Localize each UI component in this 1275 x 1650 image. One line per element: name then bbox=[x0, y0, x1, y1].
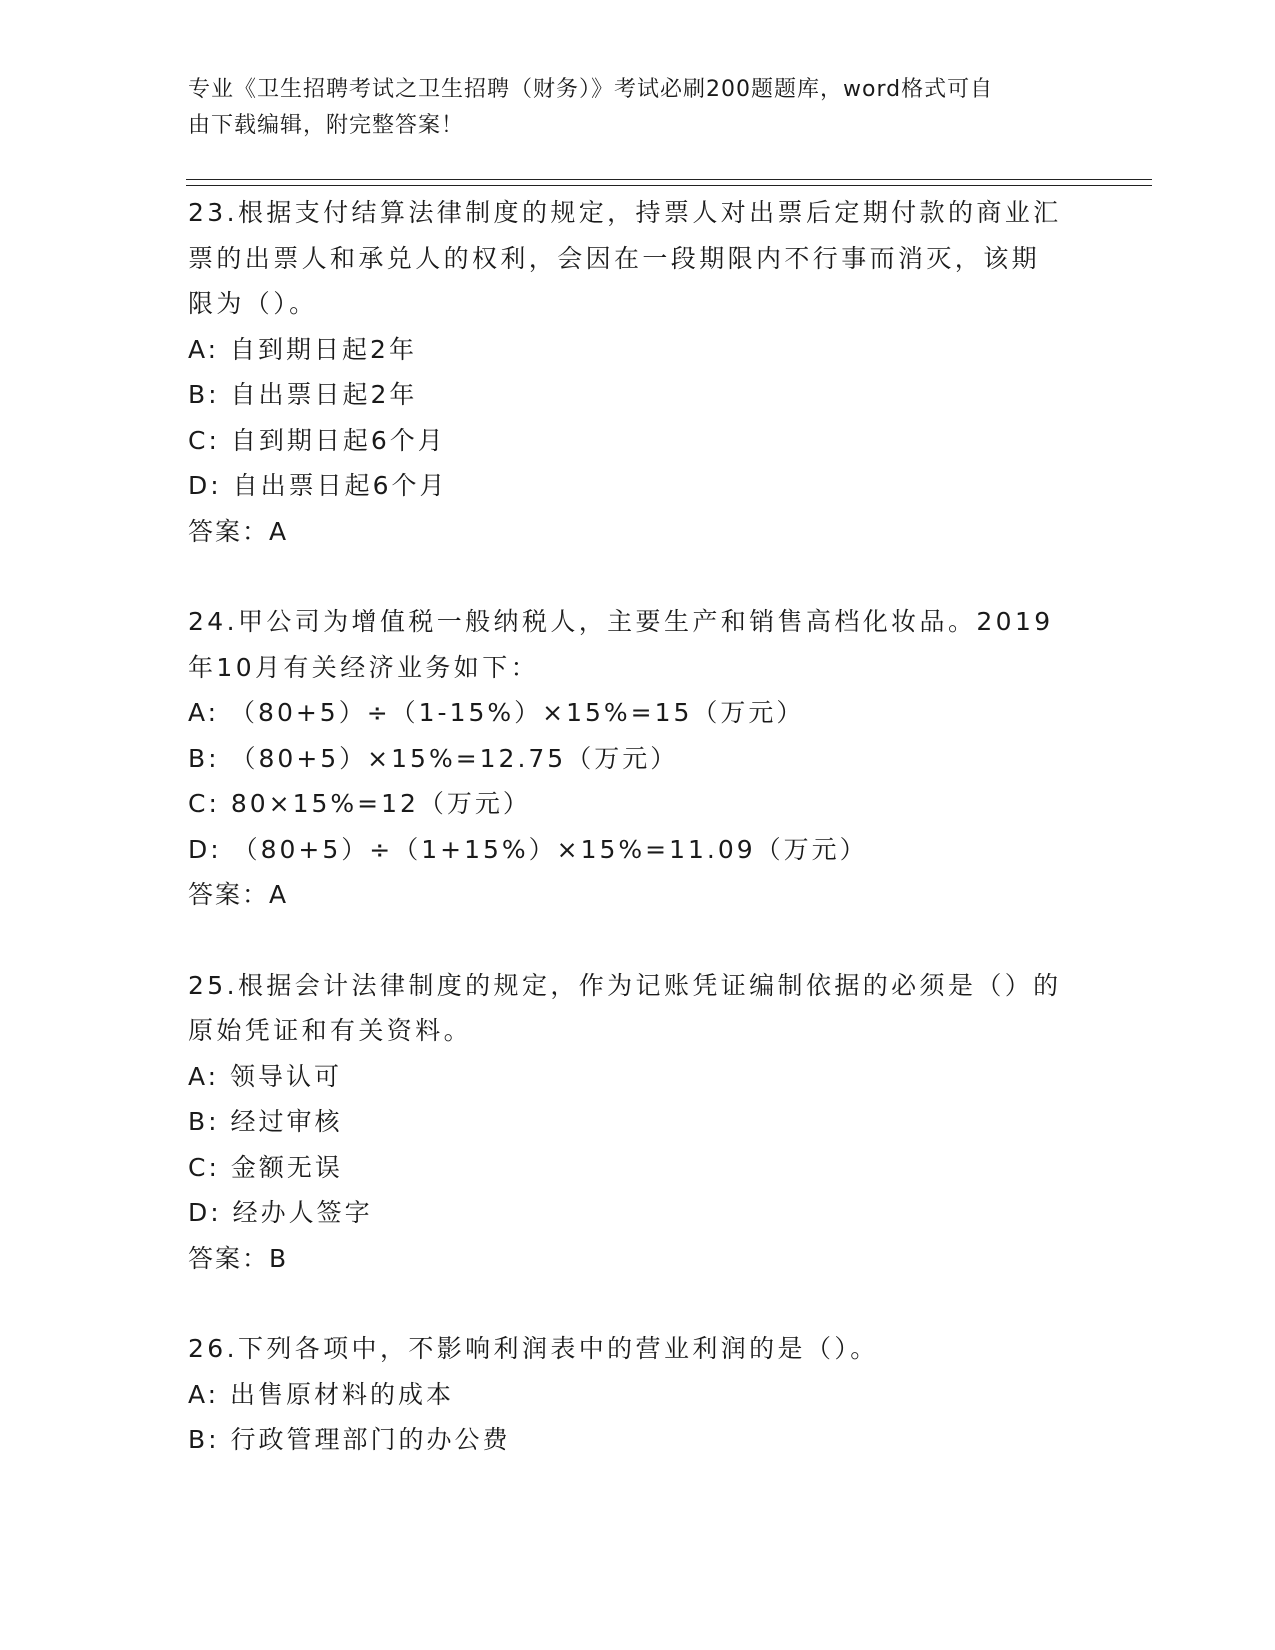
question-text-line: 原始凭证和有关资料。 bbox=[188, 1016, 473, 1045]
option-b: B: （80+5）×15%=12.75（万元） bbox=[188, 743, 679, 773]
question-text-line: 限为（）。 bbox=[188, 289, 318, 318]
question-spacer bbox=[188, 918, 1088, 963]
question-list bbox=[188, 190, 1088, 1463]
option-a: A: （80+5）÷（1-15%）×15%=15（万元） bbox=[188, 698, 805, 727]
question-text-line: 23.根据支付结算法律制度的规定，持票人对出票后定期付款的商业汇 bbox=[188, 198, 1062, 227]
answer-label: 答案： bbox=[188, 880, 270, 909]
question-text-line: 年10月有关经济业务如下： bbox=[188, 652, 540, 682]
option-a: A: 领导认可 bbox=[188, 1061, 343, 1091]
option-c: C: 80×15%=12（万元） bbox=[188, 789, 531, 818]
question-text-line: 26.下列各项中，不影响利润表中的营业利润的是（）。 bbox=[188, 1334, 879, 1363]
answer-line bbox=[188, 509, 1088, 555]
option-d: D: （80+5）÷（1+15%）×15%=11.09（万元） bbox=[188, 834, 868, 864]
answer-line bbox=[188, 1236, 1088, 1282]
header-divider-bottom bbox=[186, 185, 1152, 186]
question-text-line: 票的出票人和承兑人的权利，会因在一段期限内不行事而消灭，该期 bbox=[188, 243, 1041, 273]
answer-label: 答案： bbox=[188, 516, 270, 546]
header-divider-top bbox=[186, 179, 1152, 180]
question-26 bbox=[188, 1326, 1088, 1463]
option-b: B: 自出票日起2年 bbox=[188, 380, 418, 409]
question-23 bbox=[188, 190, 1088, 554]
option-b: B: 行政管理部门的办公费 bbox=[188, 1425, 511, 1454]
option-a: A: 自到期日起2年 bbox=[188, 334, 417, 364]
document-header bbox=[188, 72, 1068, 144]
question-text-line: 24.甲公司为增值税一般纳税人，主要生产和销售高档化妆品。2019 bbox=[188, 607, 1054, 636]
option-d: D: 经办人签字 bbox=[188, 1198, 373, 1227]
answer-label: 答案： bbox=[188, 1243, 270, 1273]
answer-value: A bbox=[269, 516, 288, 546]
answer-line bbox=[188, 872, 1088, 918]
option-c: C: 金额无误 bbox=[188, 1152, 343, 1182]
option-d: D: 自出票日起6个月 bbox=[188, 471, 448, 500]
question-spacer bbox=[188, 554, 1088, 599]
question-text-line: 25.根据会计法律制度的规定，作为记账凭证编制依据的必须是（）的 bbox=[188, 970, 1062, 1000]
header-line-1: 专业《卫生招聘考试之卫生招聘（财务）》考试必刷200题题库，word格式可自 bbox=[188, 77, 994, 102]
option-c: C: 自到期日起6个月 bbox=[188, 425, 446, 455]
question-24 bbox=[188, 599, 1088, 918]
option-b: B: 经过审核 bbox=[188, 1107, 343, 1136]
question-spacer bbox=[188, 1281, 1088, 1326]
answer-value: A bbox=[269, 880, 288, 909]
option-a: A: 出售原材料的成本 bbox=[188, 1379, 455, 1409]
question-25 bbox=[188, 963, 1088, 1282]
header-line-2: 由下载编辑，附完整答案！ bbox=[188, 113, 465, 138]
answer-value: B bbox=[269, 1243, 288, 1273]
